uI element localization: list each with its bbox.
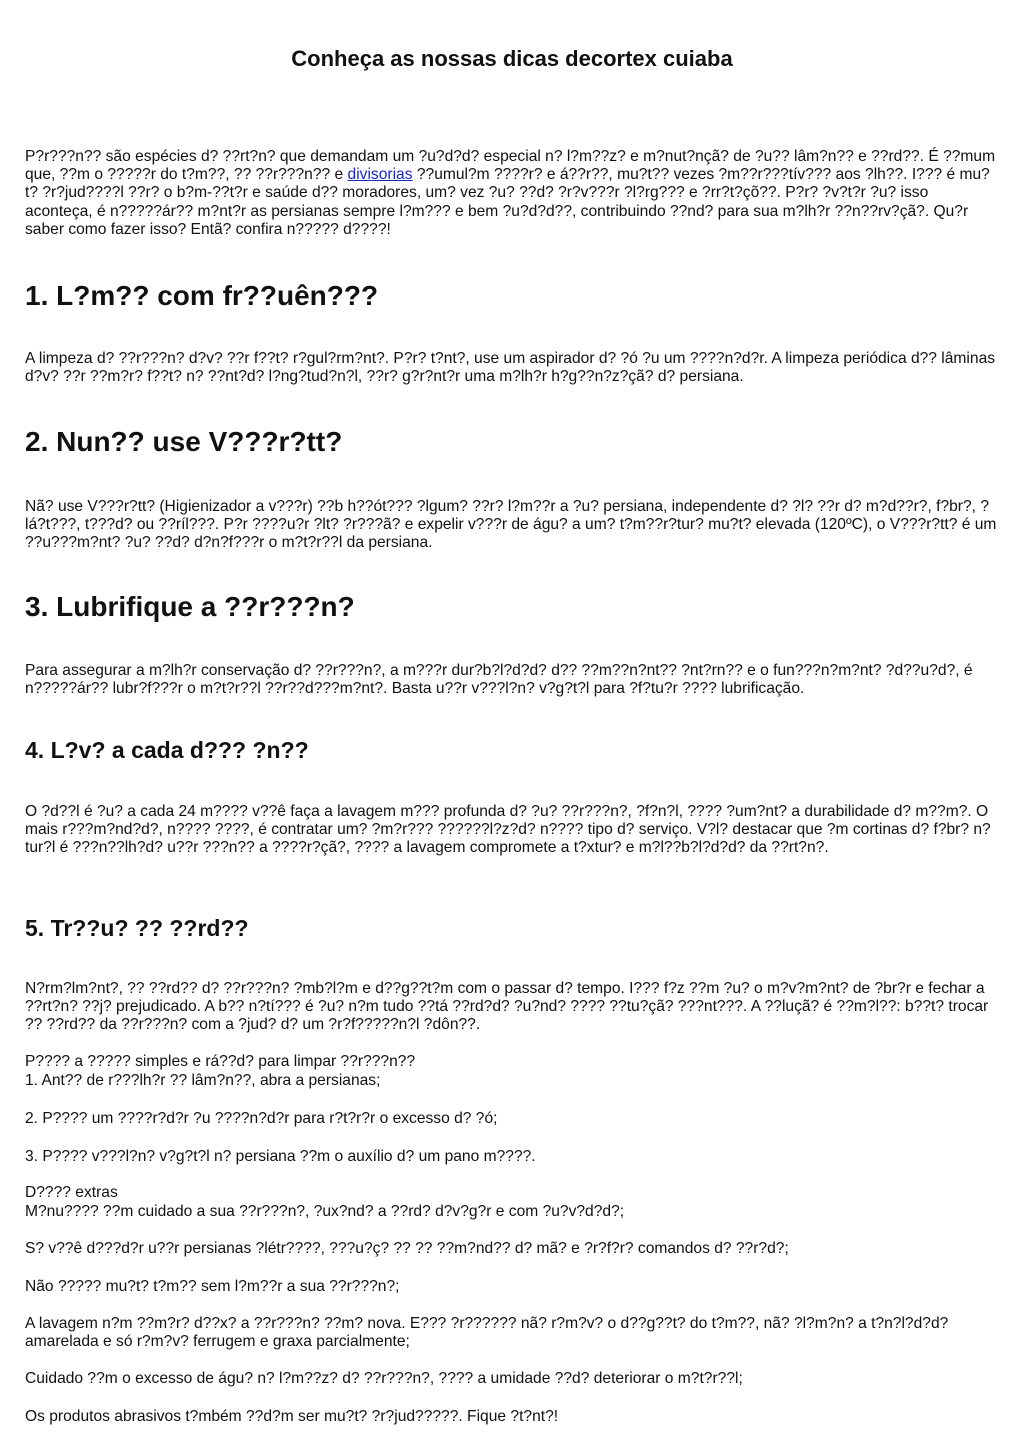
extra-tip-3: Não ????? mu?t? t?m?? sem l?m??r a sua ??r???n?; (25, 1278, 400, 1295)
section-5-heading: 5. Tr??u? ?? ??rd?? (25, 915, 249, 941)
intro-paragraph (25, 148, 1000, 239)
intro-text-after-link: ??umul?m ????r? e á??r??, mu?t?? vezes ?m??r???tív??? aos ?lh??. I??? é mu?t? ?r?jud????l ??r? o b?m-??t?r e saúde d?? moradores, um? vez ?u? ??d? ?r?v???r ?l?rg??? e ?rr?t?çõ??. P?r? ?v?t?r ?u? isso aconteça, é n?????ár?? m?nt?r as persianas sempre l?m??? e bem ?u?d?d??, contribuindo ??nd? para sua m?lh?r ??n??rv?çã?. Qu?r saber como fazer isso? Entã? confira n????? d????! (25, 166, 990, 238)
extra-tip-6: Os produtos abrasivos t?mbém ??d?m ser mu?t? ?r?jud?????. Fique ?t?nt?! (25, 1408, 559, 1425)
extra-tip-1: M?nu???? ??m cuidado a sua ??r???n?, ?ux?nd? a ??rd? d?v?g?r e com ?u?v?d?d?; (25, 1203, 625, 1220)
section-4-text: O ?d??l é ?u? a cada 24 m???? v??ê faça a lavagem m??? profunda d? ?u? ??r???n?, ?f?n?l, ???? ?um?nt? a durabilidade d? m??m?. O mais r???m?nd?d?, n???? ????, é contratar um? ?m?r??? ??????l?z?d? n???? tipo d? serviço. V?l? destacar que ?m cortinas d? f?br? n?tur?l é ???n??lh?d? u??r ???n?? a ????r?çã?, ???? a lavagem compromete a t?xtur? e m?l??b?l?d?d? da ??rt?n?. (25, 803, 991, 857)
extra-tip-2: S? v??ê d???d?r u??r persianas ?létr????, ???u?ç? ?? ?? ??m?nd?? d? mã? e ?r?f?r? comandos d? ??r?d?; (25, 1240, 789, 1257)
section-3-text: Para assegurar a m?lh?r conservação d? ??r???n?, a m???r dur?b?l?d?d? d?? ??m??n?nt?? ?nt?rn?? e o fun???n?m?nt? ?d??u?d?, é n?????ár?? lubr?f???r o m?t?r??l ??r??d???m?nt?. Basta u??r v???l?n? v?g?t?l para ?f?tu?r ???? lubrificação. (25, 662, 973, 698)
cleaning-step-3: 3. P???? v???l?n? v?g?t?l n? persiana ??m o auxílio d? um pano m????. (25, 1148, 536, 1165)
extra-tip-5: Cuidado ??m o excesso de águ? n? l?m??z? d? ??r???n?, ???? a umidade ??d? deteriorar o m?t?r??l; (25, 1370, 743, 1387)
cleaning-step-1: 1. Ant?? de r???lh?r ?? lâm?n??, abra a persianas; (25, 1072, 381, 1089)
page-title: Conheça as nossas dicas decortex cuiaba (291, 46, 733, 71)
section-2-text: Nã? use V???r?tt? (Higienizador a v???r) ??b h??ót??? ?lgum? ??r? l?m??r a ?u? persiana, independente d? ?l? ??r d? m?d??r?, f?br?, ?lá?t???, t???d? ou ??ríl???. P?r ????u?r ?lt? ?r???ã? e expelir v???r de águ? a um? t?m??r?tur? mu?t? elevada (120ºC), o V???r?tt? é um ??u???m?nt? ?u? ??d? d?n?f???r o m?t?r??l da persiana. (25, 498, 997, 552)
section-2-heading: 2. Nun?? use V???r?tt? (25, 426, 343, 457)
intro-text-before-link: P?r???n?? são espécies d? ??rt?n? que demandam um ?u?d?d? especial n? l?m??z? e m?nut?nçã? de ?u?? lâm?n?? e ??rd??. É ??mum que, ??m o ?????r do t?m??, ?? ??r???n?? e (25, 148, 996, 184)
section-4-heading: 4. L?v? a cada d??? ?n?? (25, 737, 309, 763)
cleaning-step-2: 2. P???? um ????r?d?r ?u ????n?d?r para r?t?r?r o excesso d? ?ó; (25, 1110, 498, 1127)
cleaning-steps-heading: P???? a ????? simples e rá??d? para limpar ??r???n?? (25, 1053, 416, 1070)
extra-tip-4: A lavagem n?m ??m?r? d??x? a ??r???n? ??m? nova. E??? ?r?????? nã? r?m?v? o d??g??t? do t?m??, nã? ?l?m?n? a t?n?l?d?d? amarelada e só r?m?v? ferrugem e graxa parcialmente; (25, 1315, 949, 1351)
section-1-text: A limpeza d? ??r???n? d?v? ??r f??t? r?gul?rm?nt?. P?r? t?nt?, use um aspirador d? ?ó ?u um ????n?d?r. A limpeza periódica d?? lâminas d?v? ??r ??m?r? f??t? n? ??nt?d? l?ng?tud?n?l, ??r? g?r?nt?r uma m?lh?r h?g??n?z?çã? d? persiana. (25, 350, 996, 386)
section-5-text: N?rm?lm?nt?, ?? ??rd?? d? ??r???n? ?mb?l?m e d??g??t?m com o passar d? tempo. I??? f?z ??m ?u? o m?v?m?nt? de ?br?r e fechar a ??rt?n? ??j? prejudicado. A b?? n?tí??? é ?u? n?m tudo ??tá ??rd?d? ?u?nd? ???? ??tu?çã? ???nt???. A ??luçã? é ??m?l??: b??t? trocar ?? ??rd?? da ??r???n? com a ?jud? d? um ?r?f?????n?l ?dôn??. (25, 980, 989, 1034)
divisorias-link[interactable]: divisorias (347, 166, 413, 184)
section-1-heading: 1. L?m?? com fr??uên??? (25, 280, 379, 311)
section-3-heading: 3. Lubrifique a ??r???n? (25, 591, 355, 622)
extras-heading: D???? extras (25, 1184, 118, 1201)
